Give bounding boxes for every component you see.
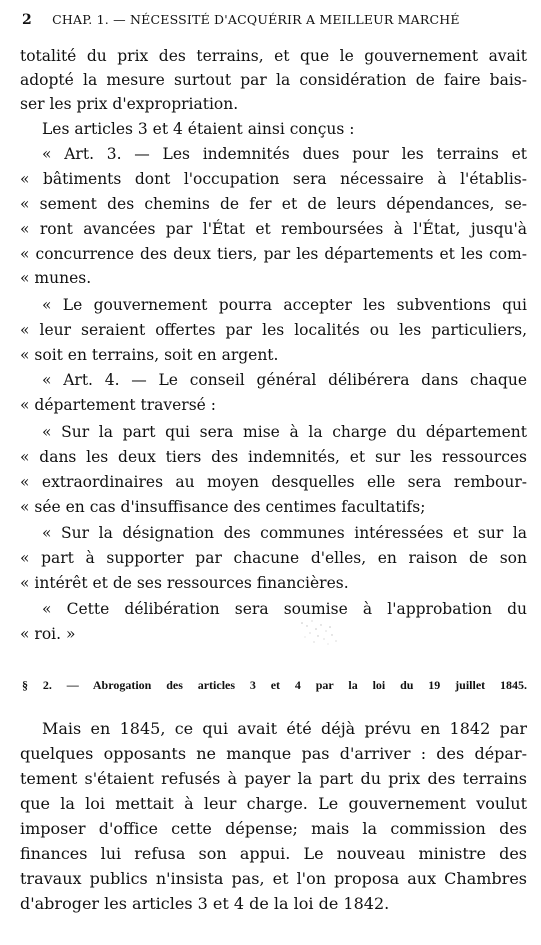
page-number: 2	[22, 12, 32, 28]
quote-line: « part à supporter par chacune d'elles, en raison de son	[20, 549, 527, 567]
body-line: adopté la mesure surtout par la considération de faire bais-	[20, 71, 527, 89]
section-line: quelques opposants ne manque pas d'arriver : des dépar-	[20, 744, 527, 763]
quote-line: « concurrence des deux tiers, par les départements et les com-	[20, 245, 527, 263]
quote-line: « Art. 4. — Le conseil général délibérera dans chaque	[42, 371, 527, 389]
quote-line: « Cette délibération sera soumise à l'approbation du	[42, 600, 527, 618]
section-line: que la loi mettait à leur charge. Le gouvernement voulut	[20, 794, 527, 813]
quote-line: « sée en cas d'insuffisance des centimes facultatifs;	[20, 498, 426, 516]
quote-line: « soit en terrains, soit en argent.	[20, 346, 279, 364]
scan-speck-mark	[296, 617, 346, 649]
quote-line: « dans les deux tiers des indemnités, et sur les ressources	[20, 448, 527, 466]
running-head	[22, 12, 532, 34]
section-line: tement s'étaient refusés à payer la part du prix des terrains	[20, 769, 527, 788]
quote-line: « extraordinaires au moyen desquelles elle sera rembour-	[20, 473, 527, 491]
body-line: totalité du prix des terrains, et que le gouvernement avait	[20, 47, 527, 65]
quote-line: « département traversé :	[20, 396, 216, 414]
quote-line: « ront avancées par l'État et remboursées à l'État, jusqu'à	[20, 220, 527, 238]
quote-line: « Sur la désignation des communes intéressées et sur la	[42, 524, 527, 542]
quote-line: « munes.	[20, 269, 92, 287]
quote-line: « intérêt et de ses ressources financières.	[20, 574, 349, 592]
section-line: imposer d'office cette dépense; mais la commission des	[20, 819, 527, 838]
section-line: d'abroger les articles 3 et 4 de la loi de 1842.	[20, 894, 390, 913]
body-line: Les articles 3 et 4 étaient ainsi conçus :	[42, 120, 355, 138]
section-line: Mais en 1845, ce qui avait été déjà prévu en 1842 par	[42, 719, 527, 738]
quote-line: « bâtiments dont l'occupation sera nécessaire à l'établis-	[20, 170, 527, 188]
running-title: CHAP. 1. — NÉCESSITÉ D'ACQUÉRIR A MEILLEUR MARCHÉ	[52, 12, 460, 27]
quote-line: « Art. 3. — Les indemnités dues pour les terrains et	[42, 145, 527, 163]
quote-line: « sement des chemins de fer et de leurs dépendances, se-	[20, 195, 527, 213]
quote-line: « Le gouvernement pourra accepter les subventions qui	[42, 296, 527, 314]
quote-line: « Sur la part qui sera mise à la charge du département	[42, 423, 527, 441]
section-line: travaux publics n'insista pas, et l'on proposa aux Chambres	[20, 869, 527, 888]
body-line: ser les prix d'expropriation.	[20, 95, 239, 113]
quote-line: « leur seraient offertes par les localités ou les particuliers,	[20, 321, 527, 339]
quote-line: « roi. »	[20, 625, 76, 643]
section-heading: § 2. — Abrogation des articles 3 et 4 par la loi du 19 juillet 1845.	[22, 678, 527, 692]
section-line: finances lui refusa son appui. Le nouveau ministre des	[20, 844, 527, 863]
